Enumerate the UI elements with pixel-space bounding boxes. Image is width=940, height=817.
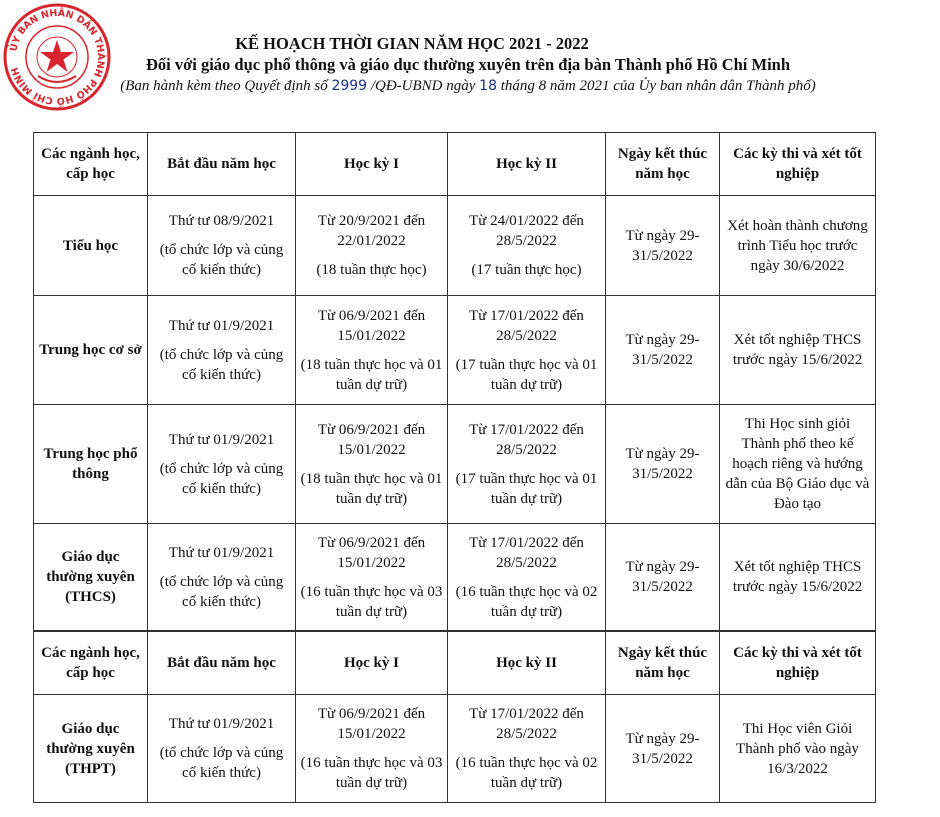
col-header-level: Các ngành học, cấp học: [34, 632, 148, 695]
col-header-semester-2: Học kỳ II: [448, 632, 606, 695]
decision-note: (Ban hành kèm theo Quyết định số 2999 /QĐ-UBND ngày 18 tháng 8 năm 2021 của Ủy ban nhân dân Thành phố): [120, 78, 816, 94]
start-cell: Thứ tư 01/9/2021 (tổ chức lớp và củng cố kiến thức): [148, 405, 296, 524]
start-cell: Thứ tư 01/9/2021 (tổ chức lớp và củng cố kiến thức): [148, 524, 296, 631]
exam-cell: Thi Học sinh giỏi Thành phố theo kế hoạch riêng và hướng dẫn của Bộ Giáo dục và Đào tạo: [720, 405, 876, 524]
table-row: [34, 196, 876, 296]
col-header-semester-2: Học kỳ II: [448, 133, 606, 196]
end-cell: Từ ngày 29-31/5/2022: [606, 524, 720, 631]
row-level: Giáo dục thường xuyên (THCS): [34, 524, 148, 631]
col-header-exams: Các kỳ thi và xét tốt nghiệp: [720, 632, 876, 695]
table-row: [34, 524, 876, 631]
row-level: Tiểu học: [34, 196, 148, 296]
exam-cell: Xét tốt nghiệp THCS trước ngày 15/6/2022: [720, 296, 876, 405]
start-cell: Thứ tư 01/9/2021 (tổ chức lớp và củng cố kiến thức): [148, 296, 296, 405]
table-row: [34, 405, 876, 524]
start-cell: Thứ tư 08/9/2021 (tổ chức lớp và củng cố kiến thức): [148, 196, 296, 296]
col-header-start: Bắt đầu năm học: [148, 133, 296, 196]
semester-1-cell: Từ 20/9/2021 đến 22/01/2022 (18 tuần thực học): [296, 196, 448, 296]
col-header-exams: Các kỳ thi và xét tốt nghiệp: [720, 133, 876, 196]
document-title: KẾ HOẠCH THỜI GIAN NĂM HỌC 2021 - 2022: [235, 34, 589, 53]
col-header-semester-1: Học kỳ I: [296, 133, 448, 196]
table-header-row: [34, 133, 876, 196]
semester-1-cell: Từ 06/9/2021 đến 15/01/2022 (18 tuần thực học và 01 tuần dự trữ): [296, 405, 448, 524]
semester-2-cell: Từ 24/01/2022 đến 28/5/2022 (17 tuần thực học): [448, 196, 606, 296]
exam-cell: Xét tốt nghiệp THCS trước ngày 15/6/2022: [720, 524, 876, 631]
end-cell: Từ ngày 29-31/5/2022: [606, 296, 720, 405]
semester-2-cell: Từ 17/01/2022 đến 28/5/2022 (17 tuần thực học và 01 tuần dự trữ): [448, 405, 606, 524]
row-level: Giáo dục thường xuyên (THPT): [34, 695, 148, 803]
end-cell: Từ ngày 29-31/5/2022: [606, 695, 720, 803]
end-cell: Từ ngày 29-31/5/2022: [606, 196, 720, 296]
decision-day: 18: [479, 78, 497, 94]
semester-1-cell: Từ 06/9/2021 đến 15/01/2022 (16 tuần thực học và 03 tuần dự trữ): [296, 695, 448, 803]
col-header-end: Ngày kết thúc năm học: [606, 632, 720, 695]
semester-2-cell: Từ 17/01/2022 đến 28/5/2022 (17 tuần thực học và 01 tuần dự trữ): [448, 296, 606, 405]
row-level: Trung học cơ sở: [34, 296, 148, 405]
document-subtitle: Đối với giáo dục phổ thông và giáo dục thường xuyên trên địa bàn Thành phố Hồ Chí Minh: [145, 55, 791, 74]
semester-1-cell: Từ 06/9/2021 đến 15/01/2022 (18 tuần thực học và 01 tuần dự trữ): [296, 296, 448, 405]
decision-number: 2999: [331, 78, 368, 94]
table-row: [34, 296, 876, 405]
col-header-semester-1: Học kỳ I: [296, 632, 448, 695]
col-header-start: Bắt đầu năm học: [148, 632, 296, 695]
col-header-end: Ngày kết thúc năm học: [606, 133, 720, 196]
schedule-table-main: [33, 132, 876, 631]
seal-text: ỦY BAN NHÂN DÂN THÀNH PHỐ HỒ CHÍ MINH: [8, 7, 107, 107]
end-cell: Từ ngày 29-31/5/2022: [606, 405, 720, 524]
start-cell: Thứ tư 01/9/2021 (tổ chức lớp và củng cố kiến thức): [148, 695, 296, 803]
col-header-level: Các ngành học, cấp học: [34, 133, 148, 196]
exam-cell: Thi Học viên Giỏi Thành phố vào ngày 16/3/2022: [720, 695, 876, 803]
table-row: [34, 695, 876, 803]
semester-2-cell: Từ 17/01/2022 đến 28/5/2022 (16 tuần thực học và 02 tuần dự trữ): [448, 695, 606, 803]
semester-2-cell: Từ 17/01/2022 đến 28/5/2022 (16 tuần thực học và 02 tuần dự trữ): [448, 524, 606, 631]
row-level: Trung học phổ thông: [34, 405, 148, 524]
exam-cell: Xét hoàn thành chương trình Tiểu học trước ngày 30/6/2022: [720, 196, 876, 296]
schedule-table-continued: [33, 631, 876, 803]
table-header-row: [34, 632, 876, 695]
semester-1-cell: Từ 06/9/2021 đến 15/01/2022 (16 tuần thực học và 03 tuần dự trữ): [296, 524, 448, 631]
